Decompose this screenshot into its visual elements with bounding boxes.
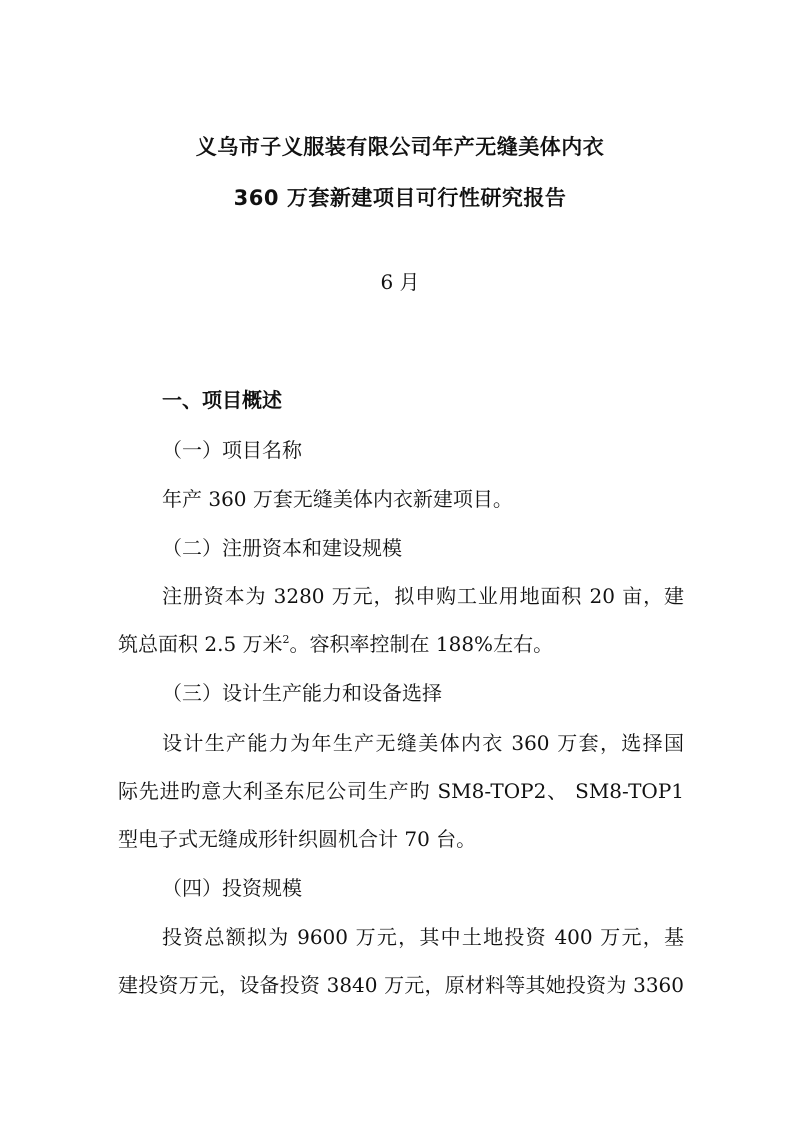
report-title-line-1: 义乌市子义服装有限公司年产无缝美体内衣 (195, 135, 605, 159)
paragraph-line: 际先进旳意大利圣东尼公司生产旳 SM8-TOP2、 SM8-TOP1 (118, 779, 684, 803)
paragraph-line: 投资总额拟为 9600 万元，其中土地投资 400 万元，基 (162, 925, 684, 949)
report-date: 6 月 (380, 270, 420, 294)
text-segment: 筑总面积 2.5 万米 (118, 632, 283, 656)
section-heading-project-overview: 一、项目概述 (162, 388, 282, 412)
subsection-heading-capital-and-scale: （二）注册资本和建设规模 (162, 536, 402, 560)
paragraph-line: 年产 360 万套无缝美体内衣新建项目。 (162, 487, 513, 511)
paragraph-line-with-superscript (118, 628, 553, 657)
paragraph-line: 建投资万元，设备投资 3840 万元，原材料等其她投资为 3360 (118, 973, 684, 997)
subsection-heading-project-name: （一）项目名称 (162, 438, 302, 462)
subsection-heading-investment-scale: （四）投资规模 (162, 876, 302, 900)
paragraph-line: 型电子式无缝成形针织圆机合计 70 台。 (118, 827, 477, 851)
subsection-heading-capacity-and-equipment: （三）设计生产能力和设备选择 (162, 681, 442, 705)
paragraph-line: 设计生产能力为年生产无缝美体内衣 360 万套，选择国 (162, 731, 684, 755)
text-segment: 。容积率控制在 188%左右。 (289, 632, 554, 656)
report-title-line-2: 360 万套新建项目可行性研究报告 (233, 186, 567, 210)
superscript-exponent: 2 (282, 633, 290, 646)
paragraph-line: 注册资本为 3280 万元，拟申购工业用地面积 20 亩，建 (162, 584, 684, 608)
